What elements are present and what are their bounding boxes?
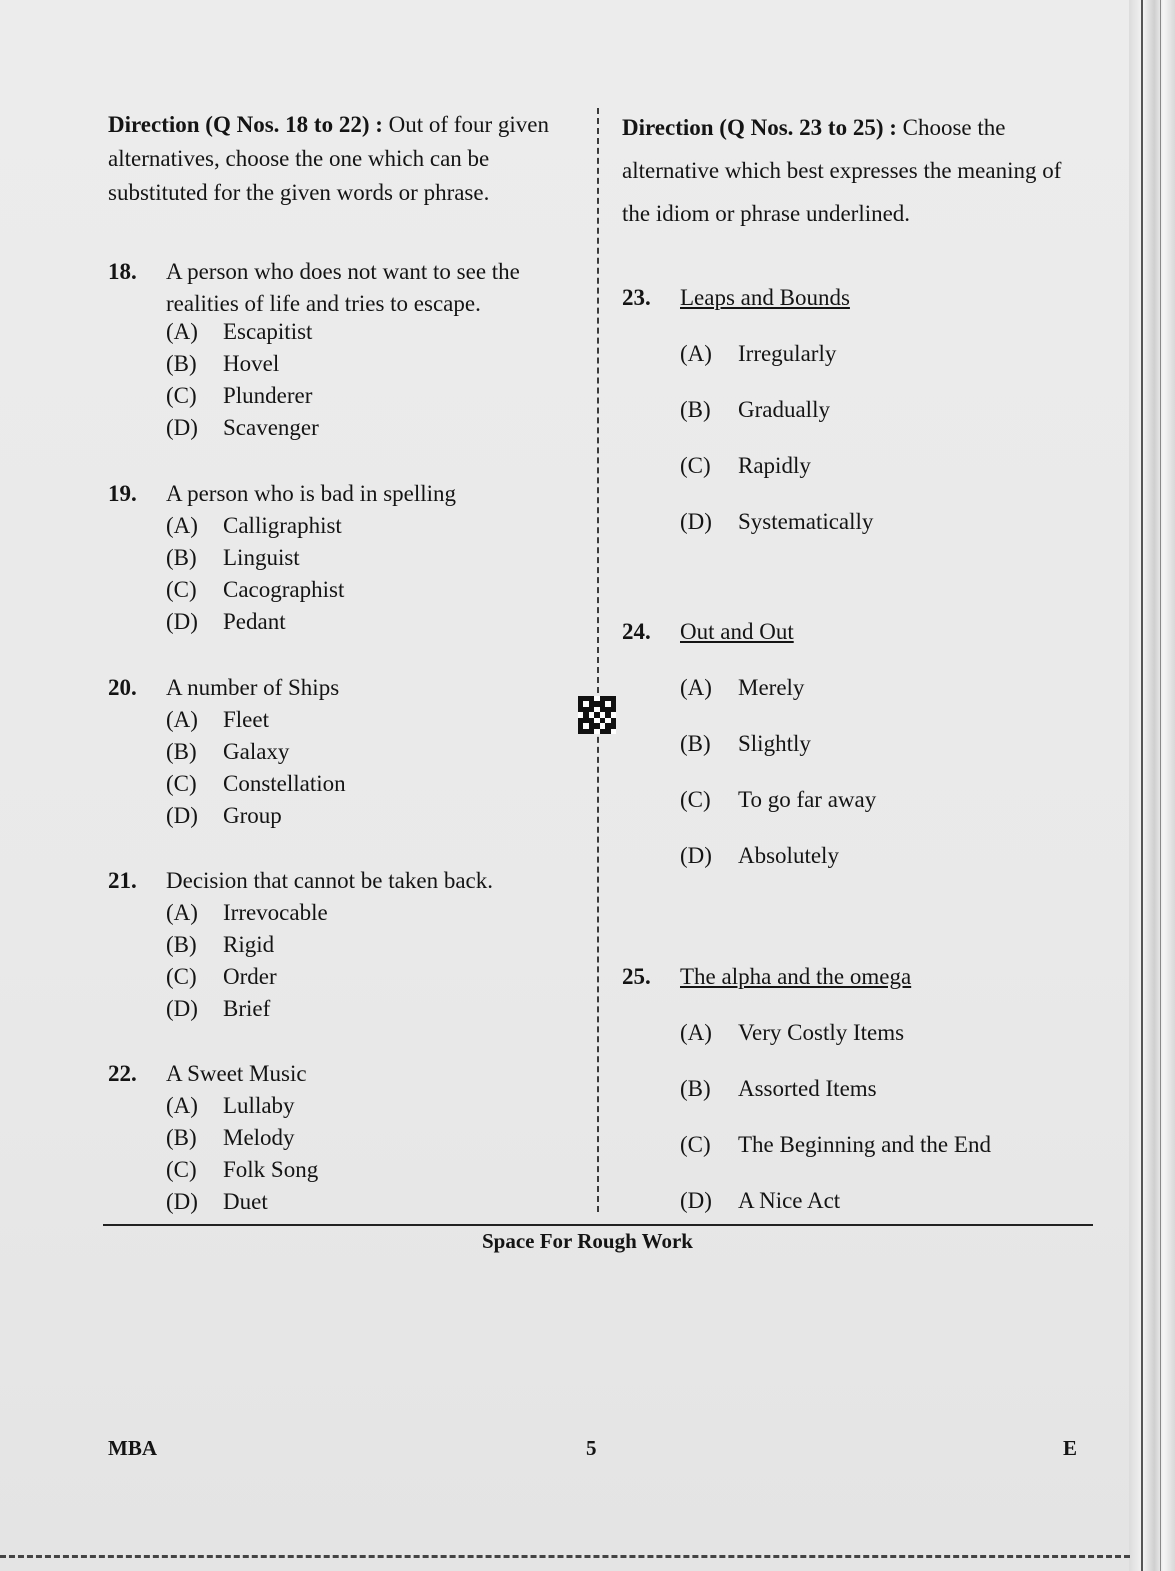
column-divider	[597, 108, 599, 1212]
option-d: (D) Absolutely	[680, 843, 839, 868]
question-text: Leaps and Bounds	[680, 285, 850, 310]
option-a: (A) Escapitist	[166, 319, 313, 344]
question-number: 19.	[108, 481, 137, 506]
direction-18-22: Direction (Q Nos. 18 to 22) : Out of four given alternatives, choose the one which can be substituted for the given words or phrase.	[108, 112, 549, 205]
footer-page-number: 5	[586, 1436, 597, 1460]
question-number: 18.	[108, 259, 137, 284]
option-d: (D) Systematically	[680, 509, 874, 534]
question-text: Decision that cannot be taken back.	[166, 868, 493, 893]
option-d: (D) Scavenger	[166, 415, 319, 440]
option-c: (C) Plunderer	[166, 383, 313, 408]
option-d: (D) Group	[166, 803, 282, 828]
option-b: (B) Galaxy	[166, 739, 290, 764]
qr-code-icon	[578, 696, 616, 734]
option-d: (D) A Nice Act	[680, 1188, 841, 1213]
option-a: (A) Irrevocable	[166, 900, 328, 925]
footer-set-code: E	[1063, 1436, 1078, 1460]
question-text: Out and Out	[680, 619, 794, 644]
option-c: (C) Order	[166, 964, 277, 989]
option-b: (B) Linguist	[166, 545, 300, 570]
left-column	[108, 108, 568, 210]
option-a: (A) Fleet	[166, 707, 269, 732]
option-d: (D) Brief	[166, 996, 271, 1021]
option-a: (A) Merely	[680, 675, 805, 700]
footer-subject: MBA	[108, 1436, 157, 1460]
question-text: A person who is bad in spelling	[166, 481, 457, 506]
question-number: 23.	[622, 285, 651, 310]
question-text: A person who does not want to see the realities of life and tries to escape.	[166, 259, 520, 316]
question-number: 22.	[108, 1061, 137, 1086]
rough-work-label: Space For Rough Work	[481, 1229, 693, 1253]
tear-line	[0, 1555, 1130, 1558]
question-text: The alpha and the omega	[680, 964, 912, 989]
right-column	[622, 106, 1082, 235]
question-text: A Sweet Music	[166, 1061, 307, 1086]
option-a: (A) Lullaby	[166, 1093, 295, 1118]
question-number: 24.	[622, 619, 651, 644]
question-25	[622, 961, 1082, 1221]
option-c: (C) To go far away	[680, 787, 877, 812]
rough-work-rule	[103, 1224, 1093, 1226]
option-c: (C) Rapidly	[680, 453, 811, 478]
option-a: (A) Very Costly Items	[680, 1020, 905, 1045]
direction-23-25: Direction (Q Nos. 23 to 25) : Choose the alternative which best expresses the meaning of the idiom or phrase underlined.	[622, 115, 1062, 226]
option-b: (B) Gradually	[680, 397, 830, 422]
option-b: (B) Rigid	[166, 932, 275, 957]
option-c: (C) The Beginning and the End	[680, 1132, 991, 1157]
question-number: 25.	[622, 964, 651, 989]
question-24	[622, 616, 1082, 876]
option-d: (D) Duet	[166, 1189, 268, 1214]
question-21	[108, 865, 568, 1035]
option-b: (B) Slightly	[680, 731, 811, 756]
question-23	[622, 282, 1082, 542]
question-number: 21.	[108, 868, 137, 893]
option-a: (A) Irregularly	[680, 341, 837, 366]
question-20	[108, 672, 568, 842]
option-b: (B) Assorted Items	[680, 1076, 877, 1101]
option-c: (C) Constellation	[166, 771, 346, 796]
option-a: (A) Calligraphist	[166, 513, 342, 538]
option-b: (B) Hovel	[166, 351, 280, 376]
option-b: (B) Melody	[166, 1125, 295, 1150]
option-c: (C) Folk Song	[166, 1157, 319, 1182]
question-18	[108, 256, 568, 446]
page-edge-shadow	[1129, 0, 1175, 1571]
option-c: (C) Cacographist	[166, 577, 345, 602]
page-edge-line	[1160, 0, 1161, 1571]
page-edge-line	[1141, 0, 1143, 1571]
question-22	[108, 1058, 568, 1228]
question-number: 20.	[108, 675, 137, 700]
question-text: A number of Ships	[166, 675, 340, 700]
question-19	[108, 478, 568, 648]
option-d: (D) Pedant	[166, 609, 286, 634]
